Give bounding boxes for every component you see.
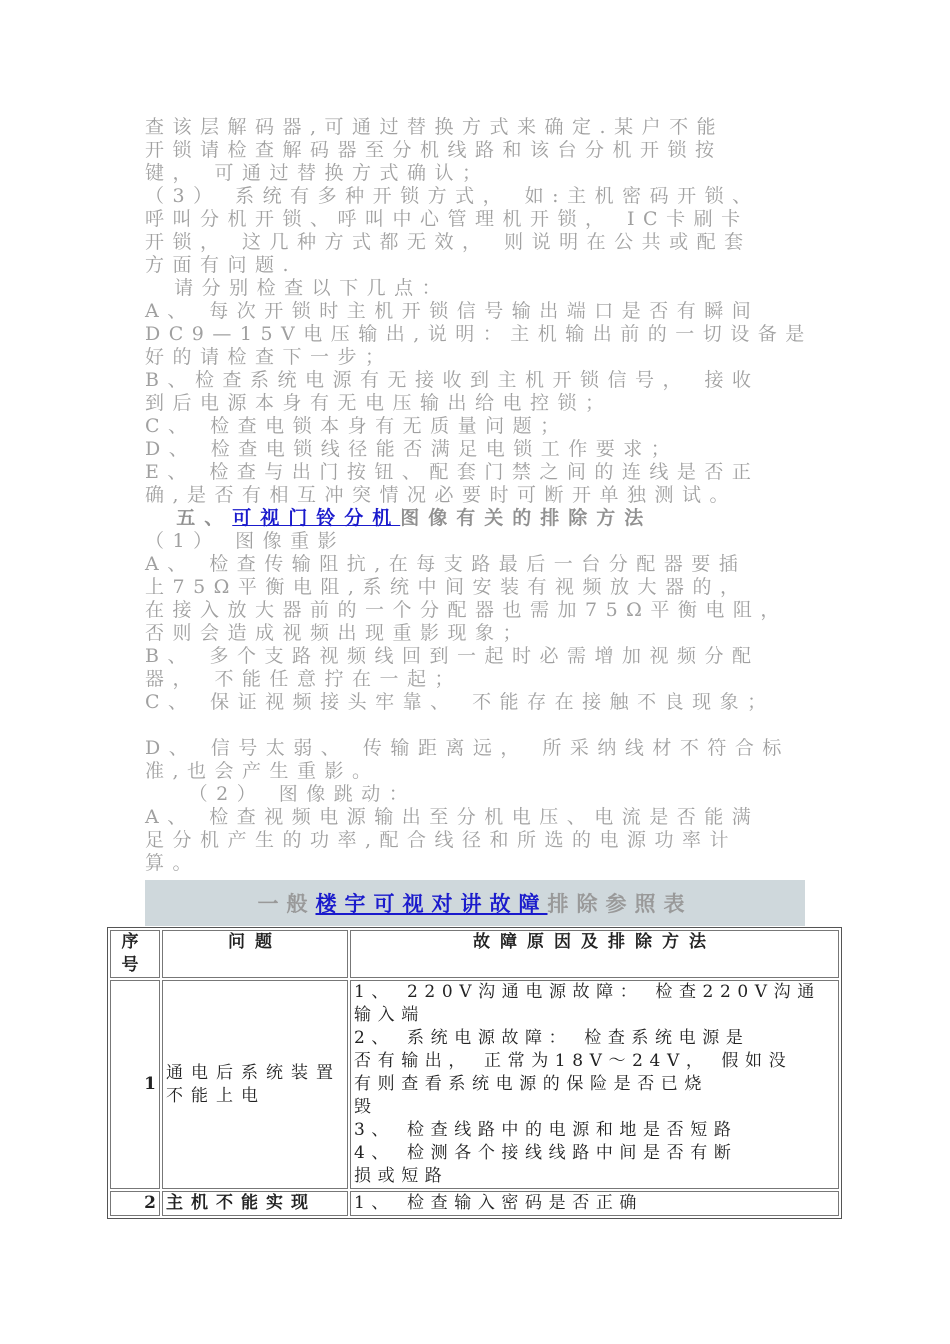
text-line: D、 信号太弱、 传输距离远， 所采纳线材不符合标 [145,737,790,759]
text-line: DC9—15V电压输出,说明：主机输出前的一切设备是 [145,323,813,345]
table-title-bar [145,880,805,926]
fix-line: 毁 [354,1097,378,1117]
paragraph-image-jump [145,737,810,875]
text-line: C、 检查电锁本身有无质量问题； [145,415,568,437]
text-line: 好的请检查下一步； [145,346,393,368]
text-line: 确,是否有相互冲突情况必要时可断开单独测试。 [145,484,738,506]
section-heading [145,507,810,530]
fix-line: 有则查看系统电源的保险是否已烧 [354,1074,708,1094]
text-line: A、 每次开锁时主机开锁信号输出端口是否有瞬间 [145,300,760,322]
text-line: 在接入放大器前的一个分配器也需加75Ω平衡电阻， [145,599,788,621]
text-line: 呼叫分机开锁、呼叫中心管理机开锁， IC卡刷卡 [145,208,749,230]
header-no: 序号 [110,930,160,978]
text-line: （3） 系统有多种开锁方式， 如:主机密码开锁、 [145,185,760,207]
fix-line: 1、 220V沟通电源故障： 检查220V沟通 [354,982,821,1002]
table-row [110,1191,839,1216]
building-intercom-fault-link[interactable]: 楼宇可视对讲故障 [315,892,548,916]
header-fix: 故障原因及排除方法 [350,930,839,978]
text-line: B、 多个支路视频线回到一起时必需增加视频分配 [145,645,760,667]
text-line: 否则会造成视频出现重影现象； [145,622,531,644]
paragraph-unlock-troubleshooting [145,116,813,507]
body-text [145,116,813,875]
text-line: 准,也会产生重影。 [145,760,380,782]
fix-line: 4、 检测各个接线线路中间是否有断 [354,1143,738,1163]
text-line: （1） 图像重影 [145,530,346,552]
text-line: 足分机产生的功率,配合线径和所选的电源功率计 [145,829,738,851]
text-line: 请分别检查以下几点： [145,277,450,299]
row-issue: 主机不能实现 [162,1191,348,1216]
fix-line: 输入端 [354,1005,425,1025]
text-line: 算。 [145,852,201,874]
table-title-prefix: 一般 [257,892,316,916]
table-title-suffix: 排除参照表 [547,892,693,916]
section-heading-prefix: 五、 [145,507,233,529]
row-fix [350,980,839,1189]
section-heading-suffix: 图像有关的排除方法 [400,507,653,529]
row-number: 1 [110,980,160,1189]
table-title [145,892,805,916]
text-line: 上75Ω平衡电阻,系统中间安装有视频放大器的， [145,576,748,598]
fix-line: 损或短路 [354,1166,449,1186]
fault-reference-table [107,927,842,1219]
fix-line: 3、 检查线路中的电源和地是否短路 [354,1120,738,1140]
text-line: A、 检查传输阻抗,在每支路最后一台分配器要插 [145,553,747,575]
text-line: 开锁请检查解码器至分机线路和该台分机开锁按 [145,139,723,161]
row-fix [350,1191,839,1216]
text-line: A、 检查视频电源输出至分机电压、电流是否能满 [145,806,760,828]
text-line: （2） 图像跳动： [145,783,417,805]
videophone-extension-link[interactable]: 可视门铃分机 [232,507,401,529]
table-row [110,980,839,1189]
text-line: 器， 不能任意拧在一起； [145,668,463,690]
blank-line [145,714,810,737]
fix-line: 2、 系统电源故障： 检查系统电源是 [354,1028,750,1048]
text-line: 开锁， 这几种方式都无效， 则说明在公共或配套 [145,231,752,253]
text-line: D、 检查电锁线径能否满足电锁工作要求； [145,438,679,460]
fix-line: 否有输出， 正常为18V～24V， 假如没 [354,1051,793,1071]
text-line: 到后电源本身有无电压输出给电控锁； [145,392,613,414]
header-issue: 问题 [162,930,348,978]
table-header-row [110,930,839,978]
paragraph-ghosting [145,530,810,714]
text-line: 键， 可通过替换方式确认； [145,162,490,184]
text-line: 查该层解码器,可通过替换方式来确定.某户不能 [145,116,725,138]
fix-line: 1、 检查输入密码是否正确 [354,1193,644,1213]
row-number: 2 [110,1191,160,1216]
text-line: B、检查系统电源有无接收到主机开锁信号， 接收 [145,369,760,391]
row-issue: 通电后系统装置不能上电 [162,980,348,1189]
text-line: E、 检查与出门按钮、配套门禁之间的连线是否正 [145,461,760,483]
text-line: 方面有问题. [145,254,298,276]
text-line: C、 保证视频接头牢靠、 不能存在接触不良现象； [145,691,775,713]
